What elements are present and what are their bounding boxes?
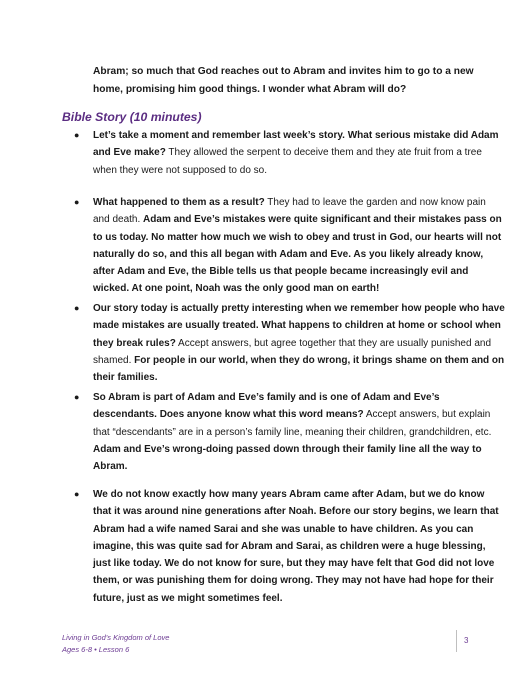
list-item (74, 194, 505, 298)
footer-title: Living in God’s Kingdom of Love (62, 633, 170, 642)
page-number: 3 (464, 636, 469, 645)
list-item (74, 389, 505, 475)
intro-paragraph: Abram; so much that God reaches out to Abram and invites him to go to a new home, promising him good things. I wonder what Abram will do? (93, 66, 474, 95)
bullet-icon: ● (74, 303, 80, 313)
list-item (74, 486, 505, 607)
item-text: Accept answers, but explain that “descendants” are in a person’s family line, meaning their children, grandchildren, etc. (93, 409, 492, 438)
footer (62, 632, 169, 656)
item-bold-text: Adam and Eve’s wrong-doing passed down through their family line all the way to Abram. (93, 443, 482, 473)
item-text: Accept answers, but agree together that they are usually punished and shamed. (93, 337, 492, 366)
item-text: They allowed the serpent to deceive them and they ate fruit from a tree when they were not supposed to do so. (93, 147, 482, 176)
footer-divider (456, 630, 457, 652)
item-bold-text: What happened to them as a result? (93, 197, 265, 208)
item-bold-text: For people in our world, when they do wrong, it brings shame on them and on their families. (93, 354, 505, 384)
list-item (74, 127, 505, 179)
item-bold-text: Our story today is actually pretty interesting when we remember how people who have made mistakes are usually treated. What happens to children at home or school when they break rules? (93, 303, 505, 349)
bullet-icon: ● (74, 392, 80, 402)
item-text: They had to leave the garden and now know pain and death. (93, 197, 486, 226)
list-item (74, 300, 505, 386)
bullet-icon: ● (74, 197, 80, 207)
bullet-icon: ● (74, 130, 80, 140)
item-bold-text: Let’s take a moment and remember last week’s story. What serious mistake did Adam and Eve make? (93, 130, 499, 159)
section-title: Bible Story (10 minutes) (62, 110, 202, 124)
footer-subtitle: Ages 6-8 • Lesson 6 (62, 645, 130, 654)
bullet-icon: ● (74, 489, 80, 499)
item-bold-text: Adam and Eve’s mistakes were quite significant and their mistakes pass on to us today. No matter how much we wish to obey and trust in God, our hearts will not naturally do so, and this all began with Adam and Eve. As you likely already know, after Adam and Eve, the Bible tells us that people became increasingly evil and wicked. At one point, Noah was the only good man on earth! (93, 214, 502, 295)
item-bold-text: We do not know exactly how many years Abram came after Adam, but we do know that it was around nine generations after Noah. Before our story begins, we learn that Abram had a wife named Sarai and she was unable to have children. As you can imagine, this was quite sad for Abram and Sarai, as children were a huge blessing, just like today. We do not know for sure, but they may have felt that God did not love them, or was punishing them for doing wrong. They may not have had hope for their future, just as we might sometimes feel. (93, 489, 499, 604)
item-bold-text: So Abram is part of Adam and Eve’s family and is one of Adam and Eve’s descendants. Does anyone know what this word means? (93, 392, 440, 421)
